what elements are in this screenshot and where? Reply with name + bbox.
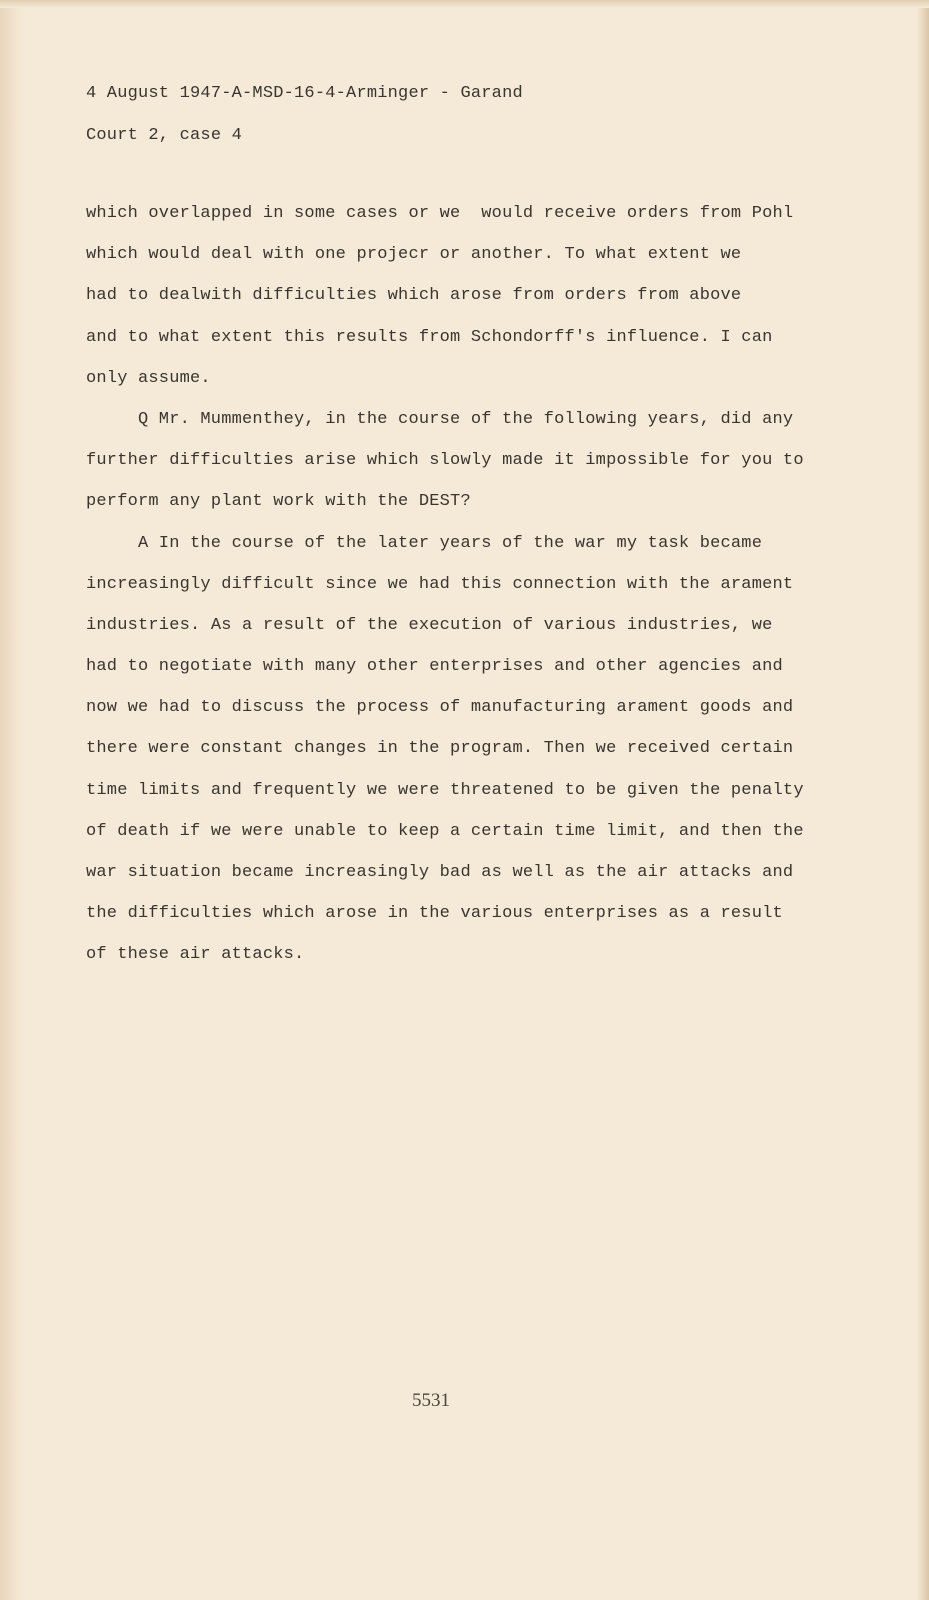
page-number: 5531 bbox=[412, 1390, 450, 1411]
body-line: time limits and frequently we were threatened to be given the penalty bbox=[86, 780, 804, 800]
body-line: there were constant changes in the program. Then we received certain bbox=[86, 739, 794, 759]
body-line: and to what extent this results from Schondorff's influence. I can bbox=[86, 327, 773, 347]
body-line: only assume. bbox=[86, 368, 211, 388]
question-line: Q Mr. Mummenthey, in the course of the following years, did any bbox=[138, 409, 794, 429]
header-date-reference: 4 August 1947-A-MSD-16-4-Arminger - Garand bbox=[86, 84, 523, 103]
answer-line: A In the course of the later years of the war my task became bbox=[138, 533, 763, 553]
transcript-body bbox=[86, 204, 806, 987]
body-line: had to negotiate with many other enterprises and other agencies and bbox=[86, 657, 783, 677]
paper-edge-left bbox=[0, 0, 22, 1600]
body-line: war situation became increasingly bad as well as the air attacks and bbox=[86, 863, 794, 882]
header-court-case: Court 2, case 4 bbox=[86, 126, 243, 145]
body-line: which overlapped in some cases or we would receive orders from Pohl bbox=[86, 204, 794, 223]
paper-edge-top bbox=[0, 0, 929, 8]
body-line: now we had to discuss the process of manufacturing arament goods and bbox=[86, 698, 794, 718]
body-line: had to dealwith difficulties which arose from orders from above bbox=[86, 286, 742, 306]
body-line: the difficulties which arose in the various enterprises as a result bbox=[86, 904, 783, 924]
body-line: perform any plant work with the DEST? bbox=[86, 492, 471, 512]
paper-edge-right bbox=[917, 0, 929, 1600]
body-line: industries. As a result of the execution of various industries, we bbox=[86, 615, 773, 635]
body-line: of these air attacks. bbox=[86, 945, 305, 965]
body-line: increasingly difficult since we had this connection with the arament bbox=[86, 574, 794, 594]
body-line: further difficulties arise which slowly made it impossible for you to bbox=[86, 451, 804, 471]
body-line: which would deal with one projecr or another. To what extent we bbox=[86, 245, 742, 265]
body-line: of death if we were unable to keep a certain time limit, and then the bbox=[86, 821, 804, 841]
